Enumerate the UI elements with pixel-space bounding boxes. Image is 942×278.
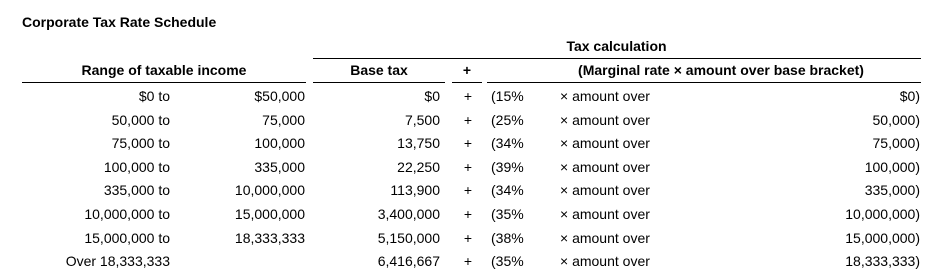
marginal-rate-cell: (35% (491, 253, 524, 270)
marginal-rate-cell: (39% (491, 158, 524, 175)
base-tax-cell: 113,900 (390, 182, 440, 199)
base-tax-cell: 13,750 (397, 135, 440, 152)
range-to-cell: 335,000 (254, 158, 305, 175)
range-from-cell: 15,000,000 to (84, 229, 170, 246)
marginal-rate-cell: (15% (491, 88, 524, 104)
range-to-cell: 15,000,000 (234, 205, 305, 222)
range-from-cell: 50,000 to (111, 111, 170, 128)
plus-cell: + (463, 135, 473, 152)
amount-over-cell: × amount over (560, 229, 650, 246)
table-row (0, 133, 942, 157)
tax-calculation-group-header: Tax calculation (566, 38, 667, 54)
plus-cell: + (463, 182, 473, 199)
plus-cell: + (463, 158, 473, 175)
amount-over-cell: × amount over (560, 111, 650, 128)
range-to-cell: 10,000,000 (234, 182, 305, 199)
plus-column-header: + (462, 62, 472, 78)
tax-schedule-table (0, 86, 942, 275)
bracket-base-cell: 18,333,333) (845, 253, 920, 270)
range-from-cell: 75,000 to (111, 135, 170, 152)
range-to-cell: $50,000 (254, 88, 305, 104)
bracket-base-cell: 75,000) (872, 135, 920, 152)
range-to-cell: 18,333,333 (234, 229, 305, 246)
base-tax-cell: 6,416,667 (377, 253, 440, 270)
calculation-header-rule (487, 82, 921, 83)
bracket-base-cell: 335,000) (864, 182, 920, 199)
range-header-rule (22, 82, 306, 83)
range-from-cell: 100,000 to (103, 158, 170, 175)
amount-over-cell: × amount over (560, 182, 650, 199)
base-tax-cell: 3,400,000 (377, 205, 440, 222)
amount-over-cell: × amount over (560, 88, 650, 104)
bracket-base-cell: 15,000,000) (845, 229, 920, 246)
base-tax-cell: 5,150,000 (377, 229, 440, 246)
range-to-cell: 100,000 (254, 135, 305, 152)
marginal-rate-cell: (25% (491, 111, 524, 128)
range-column-header: Range of taxable income (81, 62, 247, 78)
amount-over-cell: × amount over (560, 158, 650, 175)
group-header-rule (313, 58, 921, 59)
table-row (0, 110, 942, 134)
plus-cell: + (463, 253, 473, 270)
amount-over-cell: × amount over (560, 205, 650, 222)
base-tax-cell: $0 (424, 88, 440, 104)
table-row (0, 180, 942, 204)
plus-cell: + (463, 229, 473, 246)
plus-header-rule (452, 82, 482, 83)
table-row (0, 86, 942, 110)
range-from-cell: 10,000,000 to (84, 205, 170, 222)
amount-over-cell: × amount over (560, 135, 650, 152)
bracket-base-cell: 10,000,000) (845, 205, 920, 222)
marginal-rate-cell: (38% (491, 229, 524, 246)
marginal-rate-cell: (34% (491, 182, 524, 199)
range-to-cell: 75,000 (262, 111, 305, 128)
table-row (0, 157, 942, 181)
calculation-column-header: (Marginal rate × amount over base bracket) (578, 62, 864, 78)
marginal-rate-cell: (34% (491, 135, 524, 152)
base-tax-header-rule (313, 82, 445, 83)
table-row (0, 228, 942, 252)
base-tax-cell: 22,250 (397, 158, 440, 175)
table-row (0, 251, 942, 275)
bracket-base-cell: $0) (899, 88, 920, 104)
table-row (0, 204, 942, 228)
range-from-cell: Over 18,333,333 (65, 253, 170, 270)
base-tax-cell: 7,500 (404, 111, 440, 128)
plus-cell: + (463, 205, 473, 222)
marginal-rate-cell: (35% (491, 205, 524, 222)
bracket-base-cell: 100,000) (864, 158, 920, 175)
plus-cell: + (463, 111, 473, 128)
range-from-cell: $0 to (138, 88, 170, 104)
range-from-cell: 335,000 to (103, 182, 170, 199)
base-tax-column-header: Base tax (350, 62, 408, 78)
page-title: Corporate Tax Rate Schedule (22, 14, 217, 30)
bracket-base-cell: 50,000) (872, 111, 920, 128)
amount-over-cell: × amount over (560, 253, 650, 270)
plus-cell: + (463, 88, 473, 104)
column-header-row (0, 62, 942, 81)
